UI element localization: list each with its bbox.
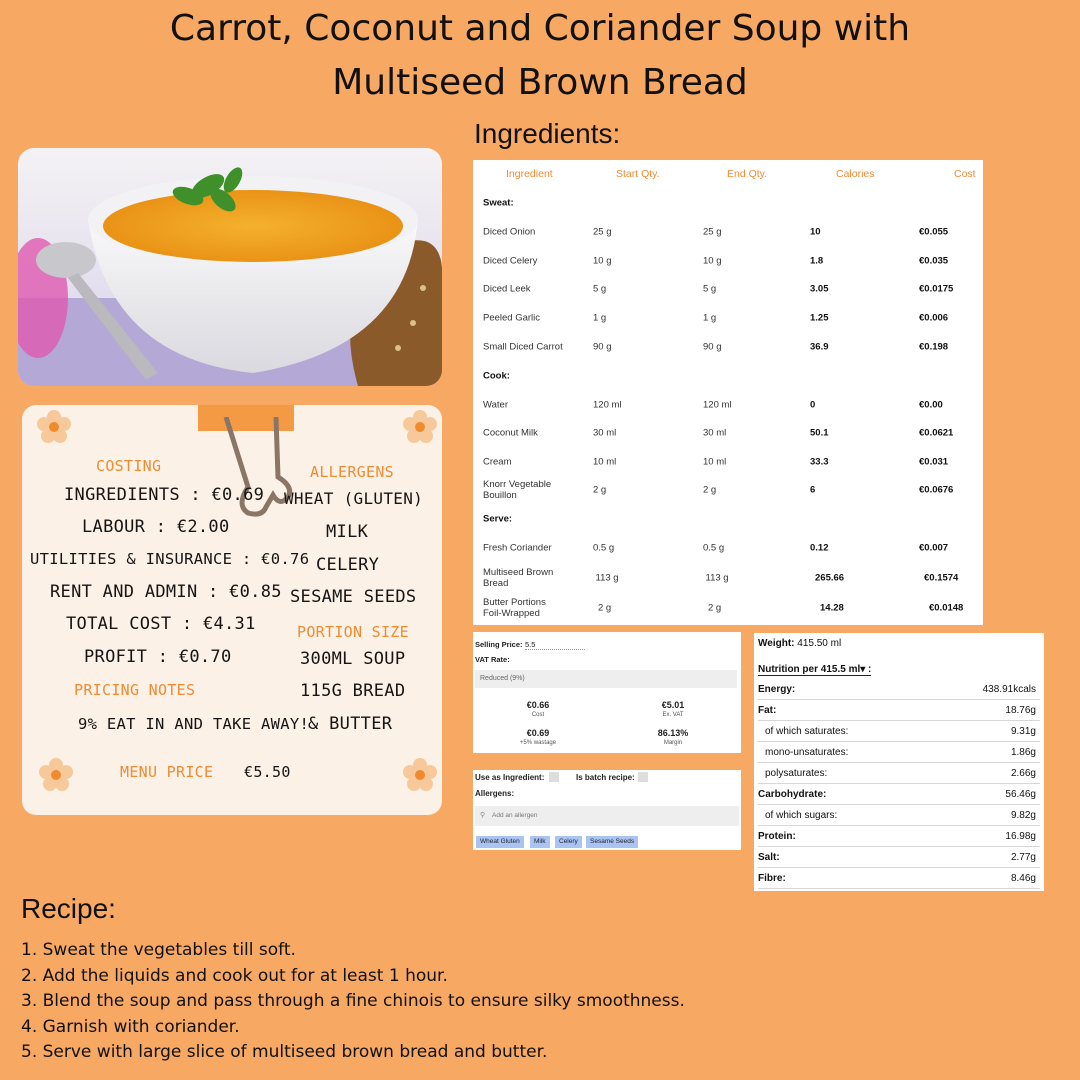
- recipe-step: 2. Add the liquids and cook out for at least 1 hour.: [21, 965, 448, 986]
- end-qty: 1 g: [703, 312, 717, 324]
- table-row: [473, 534, 983, 562]
- start-qty: 25 g: [593, 226, 612, 238]
- nutrient-label: Fat:: [758, 705, 777, 716]
- use-as-ingredient-label: Use as Ingredient:: [475, 773, 545, 782]
- ingredient-name: Cream: [483, 456, 512, 468]
- nutrient-value: 2.66g: [1010, 768, 1036, 779]
- nutrient-value: 16.98g: [1005, 831, 1036, 842]
- use-as-ingredient-checkbox[interactable]: [549, 772, 559, 782]
- calories: 6: [810, 484, 816, 496]
- nutrient-label: polysaturates:: [765, 768, 828, 779]
- start-qty: 1 g: [593, 312, 607, 324]
- nutrition-row: [758, 700, 1040, 721]
- nutrition-row: [758, 847, 1040, 868]
- selling-price-input[interactable]: 5.5: [525, 640, 585, 650]
- nutrient-label: mono-unsaturates:: [765, 747, 849, 758]
- end-qty: 2 g: [703, 484, 717, 496]
- table-section-row: [473, 362, 983, 390]
- end-qty: 5 g: [703, 283, 717, 295]
- ingredient-name: Multiseed Brown Bread: [483, 567, 554, 589]
- portion-item: & BUTTER: [308, 714, 393, 734]
- section-label: Serve:: [483, 513, 513, 525]
- nutrition-row: [758, 721, 1040, 742]
- start-qty: 2 g: [593, 484, 607, 496]
- portion-size-label: PORTION SIZE: [297, 623, 409, 641]
- calories: 265.66: [815, 572, 845, 584]
- allergen-tag[interactable]: Wheat Gluten: [476, 836, 524, 848]
- cost: €0.006: [919, 312, 949, 324]
- vat-rate-label: VAT Rate:: [475, 655, 510, 664]
- table-row: [473, 333, 983, 361]
- end-qty: 2 g: [708, 602, 722, 614]
- nutrition-row: [758, 784, 1040, 805]
- cost-ingredients: INGREDIENTS : €0.69: [64, 485, 265, 505]
- costing-card: [22, 405, 442, 815]
- calories: 0.12: [810, 542, 829, 554]
- cost-labour: LABOUR : €2.00: [82, 517, 230, 537]
- cost-value: €0.66: [526, 700, 550, 710]
- recipe-step: 1. Sweat the vegetables till soft.: [21, 940, 296, 960]
- ingredient-name: Fresh Coriander: [483, 542, 552, 554]
- table-row: [473, 391, 983, 419]
- pricing-note: 9% EAT IN AND TAKE AWAY!: [78, 715, 310, 733]
- recipe-step: 3. Blend the soup and pass through a fine chinois to ensure silky smoothness.: [21, 991, 685, 1011]
- cost-rent: RENT AND ADMIN : €0.85: [50, 582, 282, 602]
- start-qty: 10 g: [593, 255, 612, 267]
- allergen-panel: [473, 770, 741, 850]
- nutrition-row: [758, 763, 1040, 784]
- ingredient-table: [473, 160, 983, 625]
- column-header: Cost: [954, 168, 976, 180]
- calories: 1.8: [810, 255, 824, 267]
- start-qty: 2 g: [598, 602, 612, 614]
- ingredient-name: Water: [483, 399, 508, 411]
- is-batch-label: Is batch recipe:: [576, 773, 635, 782]
- ingredient-name: Knorr Vegetable Bouillon: [483, 479, 552, 501]
- start-qty: 113 g: [595, 572, 619, 584]
- pricing-notes-label: PRICING NOTES: [74, 681, 196, 699]
- soup-photo: [18, 148, 442, 386]
- cost: €0.0148: [929, 602, 964, 614]
- nutrient-value: 1.86g: [1010, 747, 1036, 758]
- nutrition-row: [758, 805, 1040, 826]
- table-row: [473, 419, 983, 447]
- costing-label: COSTING: [96, 457, 162, 475]
- nutrient-value: 9.31g: [1010, 726, 1036, 737]
- end-qty: 120 ml: [703, 399, 732, 411]
- flower-icon: [38, 757, 74, 793]
- table-row: [473, 476, 983, 504]
- calories: 36.9: [810, 341, 829, 353]
- allergen-search-input[interactable]: [475, 806, 739, 826]
- allergen-item: WHEAT (GLUTEN): [284, 489, 424, 508]
- ex-vat-value: €5.01: [661, 700, 685, 710]
- calories: 14.28: [820, 602, 844, 614]
- cost: €0.0621: [919, 427, 954, 439]
- nutrient-value: 18.76g: [1005, 705, 1036, 716]
- portion-item: 300ML SOUP: [300, 649, 406, 669]
- cost: €0.0175: [919, 283, 954, 295]
- nutrition-per-label: Nutrition per 415.5 ml: [758, 664, 861, 675]
- search-icon: ⚲: [480, 812, 486, 819]
- cost-profit: PROFIT : €0.70: [84, 647, 232, 667]
- calories: 50.1: [810, 427, 829, 439]
- ingredient-name: Butter Portions Foil-Wrapped: [483, 597, 546, 619]
- start-qty: 120 ml: [593, 399, 622, 411]
- allergen-item: MILK: [326, 522, 369, 542]
- page-title: [0, 2, 1080, 110]
- end-qty: 0.5 g: [703, 542, 725, 554]
- selling-price-label: Selling Price:: [475, 640, 523, 649]
- allergens-label: Allergens:: [475, 789, 515, 798]
- nutrition-row: [758, 826, 1040, 847]
- allergen-tag[interactable]: Celery: [555, 836, 582, 848]
- nutrient-label: Carbohydrate:: [758, 789, 827, 800]
- allergen-placeholder: Add an allergen: [492, 812, 538, 819]
- nutrient-value: 9.82g: [1010, 810, 1036, 821]
- title-line-2: Multiseed Brown Bread: [332, 62, 748, 103]
- end-qty: 90 g: [703, 341, 722, 353]
- start-qty: 30 ml: [593, 427, 617, 439]
- nutrient-label: Energy:: [758, 684, 796, 695]
- end-qty: 10 g: [703, 255, 722, 267]
- start-qty: 10 ml: [593, 456, 617, 468]
- margin-value: 86.13%: [657, 728, 689, 738]
- cost: €0.0676: [919, 484, 954, 496]
- nutrient-value: 2.77g: [1010, 852, 1036, 863]
- table-row: [473, 448, 983, 476]
- calories: 10: [810, 226, 821, 238]
- table-section-row: [473, 189, 983, 217]
- table-row: [473, 247, 983, 275]
- nutrition-per-dropdown[interactable]: [758, 664, 871, 676]
- cost: €0.198: [919, 341, 949, 353]
- column-header: End Qty.: [727, 168, 768, 180]
- soup-bowl-illustration: [18, 148, 442, 386]
- calories: 1.25: [810, 312, 829, 324]
- cost-caption: Cost: [531, 712, 545, 718]
- nutrient-label: Fibre:: [758, 873, 786, 884]
- flower-icon: [402, 409, 438, 445]
- ingredient-name: Diced Leek: [483, 283, 531, 295]
- allergen-item: CELERY: [316, 555, 380, 575]
- cost: €0.035: [919, 255, 949, 267]
- cost-total: TOTAL COST : €4.31: [66, 614, 256, 634]
- section-label: Sweat:: [483, 197, 514, 209]
- nutrient-value: 56.46g: [1005, 789, 1036, 800]
- end-qty: 30 ml: [703, 427, 727, 439]
- recipe-heading: Recipe:: [21, 893, 116, 924]
- nutrient-value: 8.46g: [1010, 873, 1036, 884]
- start-qty: 90 g: [593, 341, 612, 353]
- calories: 3.05: [810, 283, 829, 295]
- nutrient-label: of which sugars:: [765, 810, 838, 821]
- wastage-value: €0.69: [526, 728, 550, 738]
- chevron-down-icon: ▾ :: [860, 664, 872, 675]
- section-label: Cook:: [483, 370, 510, 382]
- table-row: [473, 564, 983, 592]
- menu-price-label: MENU PRICE: [120, 763, 214, 781]
- ingredient-name: Small Diced Carrot: [483, 341, 563, 353]
- allergen-item: SESAME SEEDS: [290, 587, 417, 607]
- start-qty: 0.5 g: [593, 542, 615, 554]
- cost: €0.1574: [924, 572, 959, 584]
- recipe-steps: [21, 938, 685, 1066]
- ingredients-heading: Ingredients:: [474, 118, 621, 149]
- cost: €0.00: [919, 399, 943, 411]
- nutrition-panel: [754, 633, 1044, 891]
- nutrient-label: Protein:: [758, 831, 796, 842]
- recipe-step: 4. Garnish with coriander.: [21, 1016, 240, 1037]
- nutrition-row: [758, 679, 1040, 700]
- nutrient-label: Salt:: [758, 852, 780, 863]
- flower-icon: [402, 757, 438, 793]
- end-qty: 25 g: [703, 226, 722, 238]
- table-row: [473, 218, 983, 246]
- wastage-caption: +5% wastage: [519, 740, 557, 746]
- column-header: Calories: [836, 168, 875, 180]
- nutrient-value: 438.91kcals: [982, 684, 1036, 695]
- table-row: [473, 275, 983, 303]
- column-header: Ingredient: [506, 168, 553, 180]
- weight-value: 415.50 ml: [797, 638, 842, 649]
- end-qty: 113 g: [705, 572, 729, 584]
- table-row: [473, 304, 983, 332]
- title-line-1: Carrot, Coconut and Coriander Soup with: [169, 8, 911, 49]
- ingredient-name: Diced Celery: [483, 255, 538, 267]
- start-qty: 5 g: [593, 283, 607, 295]
- flower-icon: [36, 409, 72, 445]
- selling-price-panel: [473, 632, 741, 753]
- menu-price: €5.50: [244, 763, 291, 781]
- weight-label: Weight:: [758, 638, 795, 649]
- cost: €0.055: [919, 226, 949, 238]
- end-qty: 10 ml: [703, 456, 727, 468]
- calories: 33.3: [810, 456, 829, 468]
- ingredient-name: Peeled Garlic: [483, 312, 541, 324]
- weight-row: [758, 638, 841, 649]
- ingredient-name: Coconut Milk: [483, 427, 538, 439]
- allergen-tag[interactable]: Sesame Seeds: [586, 836, 638, 848]
- nutrition-row: [758, 868, 1040, 889]
- portion-item: 115G BREAD: [300, 681, 406, 701]
- column-header: Start Qty.: [616, 168, 660, 180]
- table-row: [473, 594, 983, 622]
- cost: €0.007: [919, 542, 949, 554]
- recipe-step: 5. Serve with large slice of multiseed brown bread and butter.: [21, 1042, 548, 1062]
- margin-caption: Margin: [663, 740, 683, 746]
- ex-vat-caption: Ex. VAT: [662, 712, 684, 718]
- calories: 0: [810, 399, 816, 411]
- ingredient-name: Diced Onion: [483, 226, 536, 238]
- vat-rate-select[interactable]: Reduced (9%): [475, 670, 737, 688]
- nutrition-row: [758, 742, 1040, 763]
- cost: €0.031: [919, 456, 949, 468]
- cost-utilities: UTILITIES & INSURANCE : €0.76: [30, 550, 310, 568]
- table-section-row: [473, 505, 983, 533]
- allergen-tag[interactable]: Milk: [530, 836, 550, 848]
- allergens-label: ALLERGENS: [310, 463, 394, 481]
- nutrient-label: of which saturates:: [765, 726, 849, 737]
- is-batch-checkbox[interactable]: [638, 772, 648, 782]
